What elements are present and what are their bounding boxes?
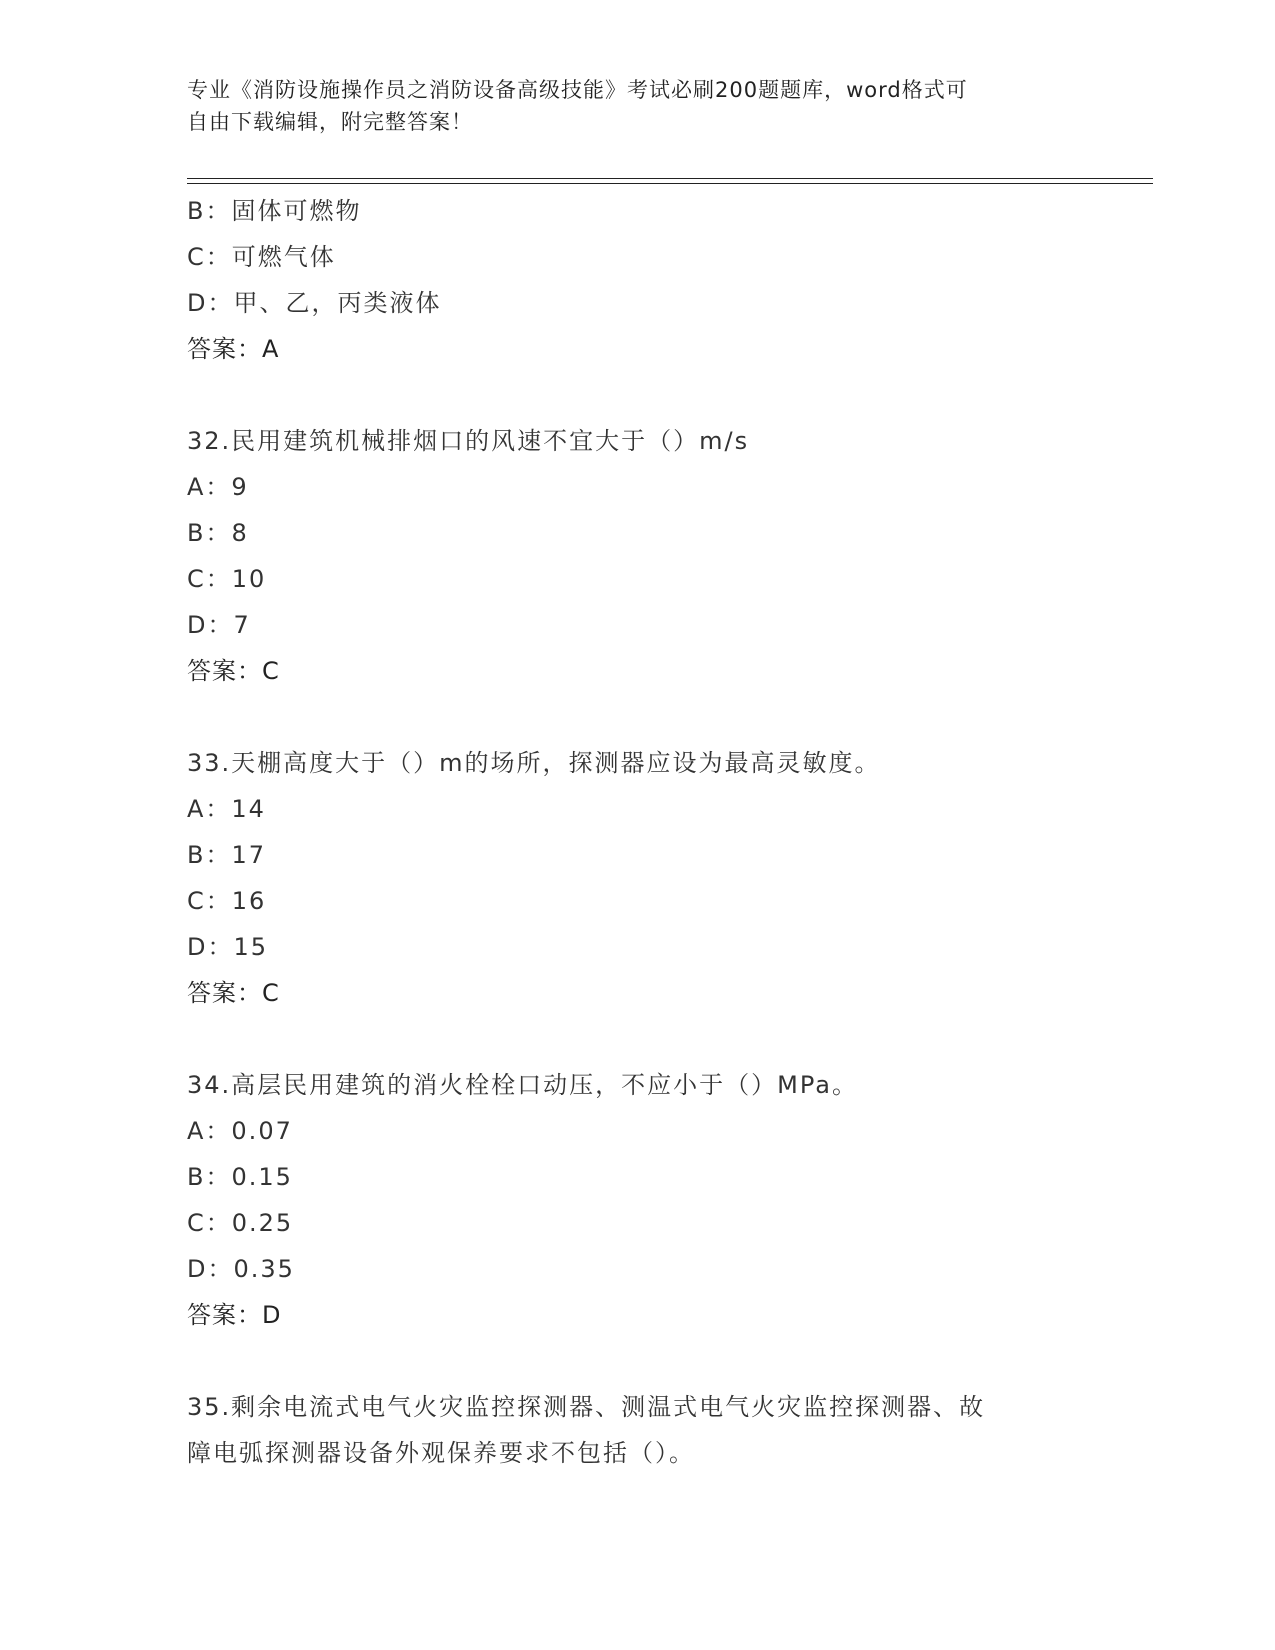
option-c: C：0.25 (187, 1209, 294, 1237)
option-d: D：0.35 (187, 1255, 295, 1283)
answer-label: 答案：C (187, 979, 280, 1007)
question-stem: 32.民用建筑机械排烟口的风速不宜大于（）m/s (187, 427, 750, 455)
answer-label: 答案：C (187, 657, 280, 685)
question-32 (187, 418, 1153, 694)
option-a: A：14 (187, 795, 266, 823)
question-31-continued (187, 188, 1153, 372)
question-33 (187, 740, 1153, 1016)
question-stem: 33.天棚高度大于（）m的场所，探测器应设为最高灵敏度。 (187, 749, 881, 777)
option-d: D：甲、乙，丙类液体 (187, 289, 442, 317)
question-34 (187, 1062, 1153, 1338)
question-stem-line-1: 35.剩余电流式电气火灾监控探测器、测温式电气火灾监控探测器、故 (187, 1393, 986, 1421)
header-divider-top (187, 178, 1153, 179)
option-b: B：0.15 (187, 1163, 293, 1191)
header-divider-bottom (187, 183, 1153, 184)
question-stem-line-2: 障电弧探测器设备外观保养要求不包括（）。 (187, 1439, 695, 1467)
option-b: B：17 (187, 841, 267, 869)
option-c: C：可燃气体 (187, 243, 336, 271)
answer-label: 答案：D (187, 1301, 282, 1329)
document-header (187, 74, 1087, 138)
option-d: D：7 (187, 611, 251, 639)
option-b: B：固体可燃物 (187, 197, 362, 225)
answer-label: 答案：A (187, 335, 280, 363)
header-line-1: 专业《消防设施操作员之消防设备高级技能》考试必刷200题题库，word格式可 (187, 78, 968, 102)
option-a: A：9 (187, 473, 249, 501)
option-c: C：10 (187, 565, 267, 593)
header-line-2: 自由下载编辑，附完整答案！ (187, 110, 473, 134)
option-d: D：15 (187, 933, 269, 961)
option-a: A：0.07 (187, 1117, 293, 1145)
question-stem: 34.高层民用建筑的消火栓栓口动压，不应小于（）MPa。 (187, 1071, 858, 1099)
option-c: C：16 (187, 887, 267, 915)
question-35 (187, 1384, 1107, 1476)
question-list (187, 188, 1153, 1476)
option-b: B：8 (187, 519, 249, 547)
